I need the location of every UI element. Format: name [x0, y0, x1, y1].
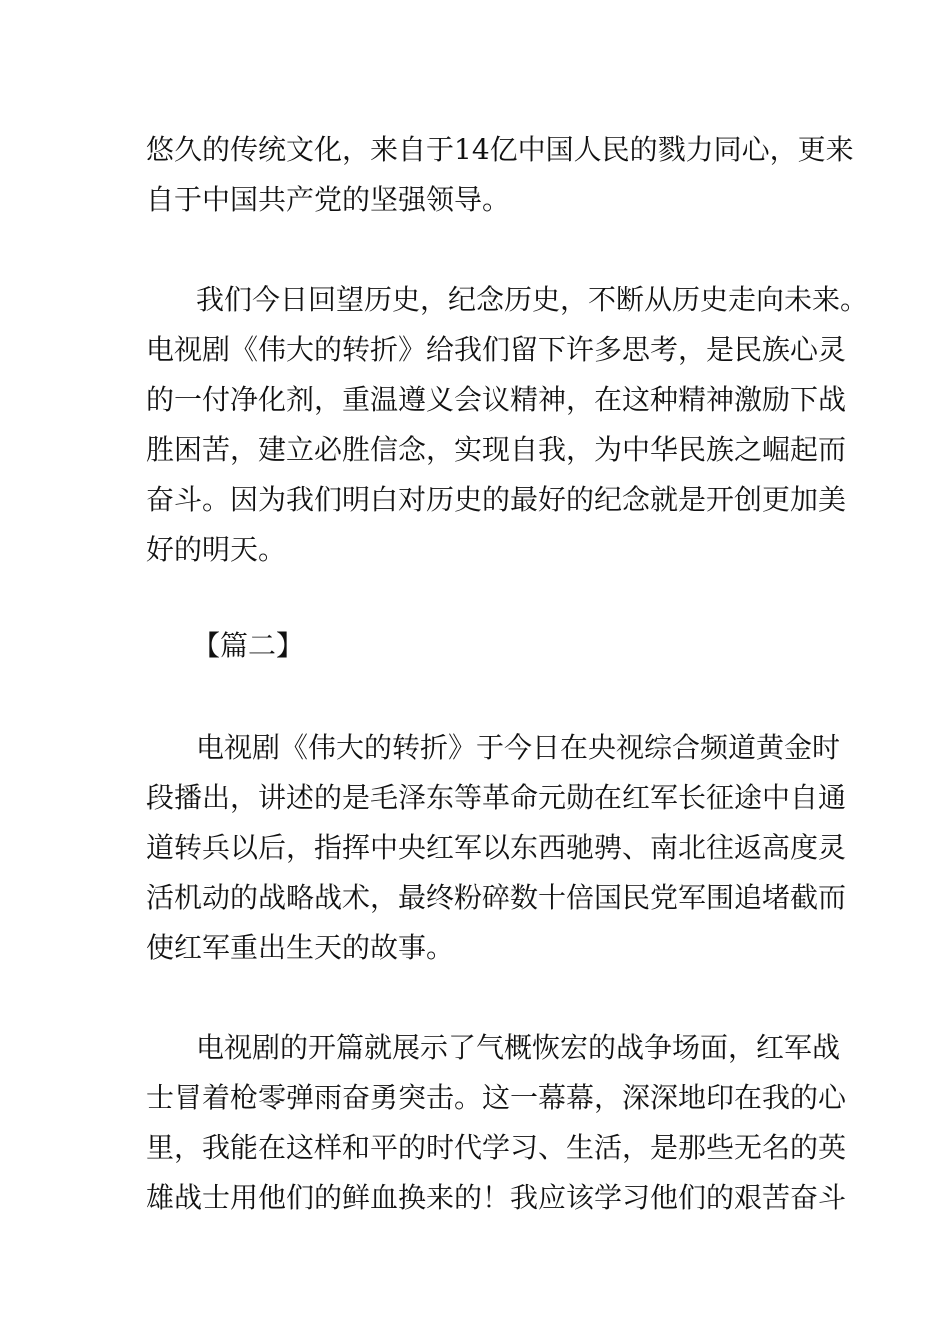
paragraph-4-line-3: 里，我能在这样和平的时代学习、生活，是那些无名的英 — [146, 1131, 847, 1164]
paragraph-2-line-5: 奋斗。因为我们明白对历史的最好的纪念就是开创更加美 — [146, 483, 847, 516]
paragraph-1-line-1: 悠久的传统文化，来自于14亿中国人民的戮力同心，更来 — [146, 133, 854, 166]
paragraph-3-line-1: 电视剧《伟大的转折》于今日在央视综合频道黄金时 — [196, 731, 841, 764]
paragraph-4-line-1: 电视剧的开篇就展示了气概恢宏的战争场面，红军战 — [196, 1031, 841, 1064]
paragraph-1-line-2: 自于中国共产党的坚强领导。 — [146, 183, 511, 216]
paragraph-3-line-3: 道转兵以后，指挥中央红军以东西驰骋、南北往返高度灵 — [146, 831, 847, 864]
paragraph-2-line-3: 的一付净化剂，重温遵义会议精神，在这种精神激励下战 — [146, 383, 847, 416]
paragraph-3-line-2: 段播出，讲述的是毛泽东等革命元勋在红军长征途中自通 — [146, 781, 847, 814]
paragraph-2-line-1: 我们今日回望历史，纪念历史，不断从历史走向未来。 — [196, 283, 869, 316]
paragraph-3-line-4: 活机动的战略战术，最终粉碎数十倍国民党军围追堵截而 — [146, 881, 847, 914]
paragraph-4-line-4: 雄战士用他们的鲜血换来的！我应该学习他们的艰苦奋斗 — [146, 1181, 847, 1214]
section-heading: 【篇二】 — [192, 629, 305, 662]
paragraph-2-line-6: 好的明天。 — [146, 533, 287, 566]
paragraph-2-line-4: 胜困苦，建立必胜信念，实现自我，为中华民族之崛起而 — [146, 433, 847, 466]
paragraph-2-line-2: 电视剧《伟大的转折》给我们留下许多思考，是民族心灵 — [146, 333, 847, 366]
paragraph-4-line-2: 士冒着枪零弹雨奋勇突击。这一幕幕，深深地印在我的心 — [146, 1081, 847, 1114]
paragraph-3-line-5: 使红军重出生天的故事。 — [146, 931, 455, 964]
